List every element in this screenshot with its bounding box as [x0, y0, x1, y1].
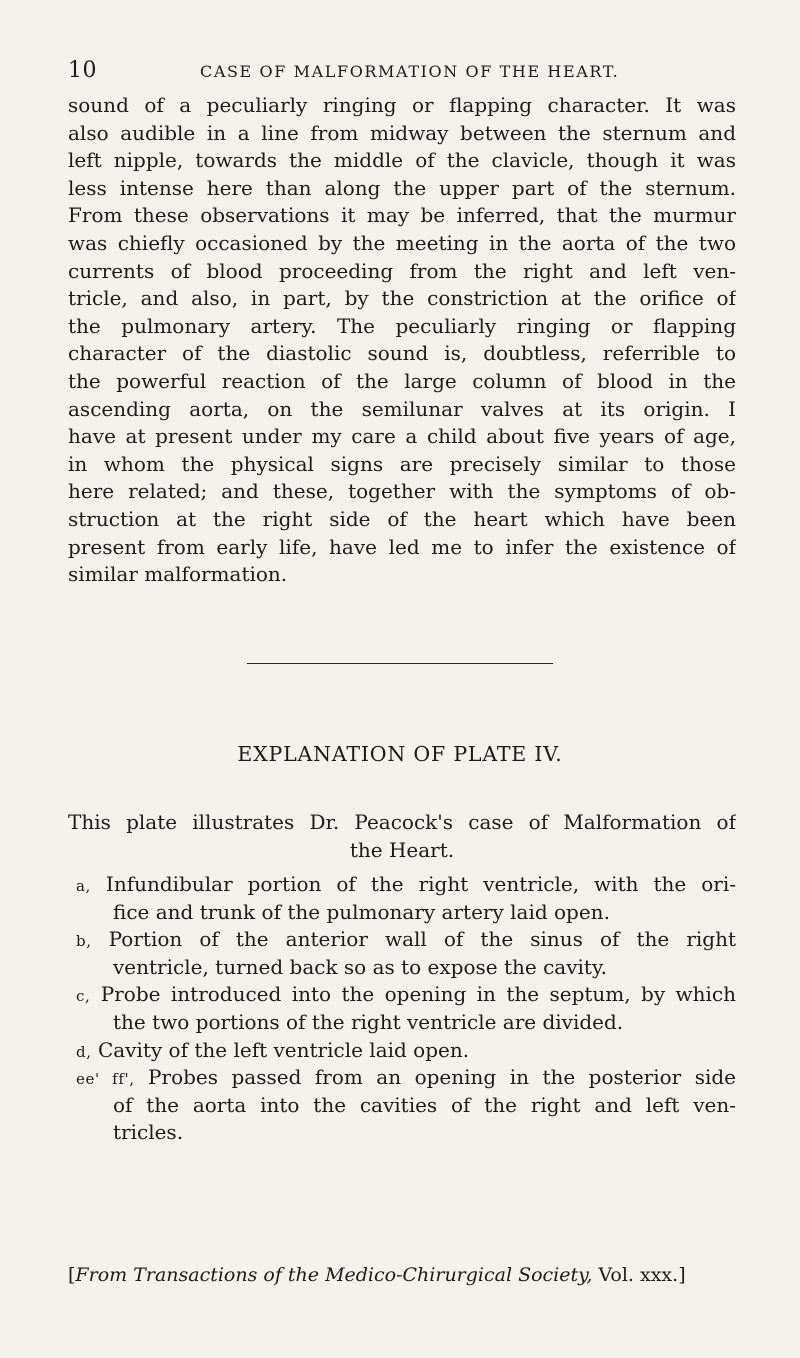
section-divider — [247, 663, 553, 664]
legend-text: Portion of the anterior wall of the sinus of the right — [108, 927, 736, 952]
body-line: was chiefly occasioned by the meeting in the aorta of the two — [68, 230, 736, 255]
legend-text: of the aorta into the cavities of the right and left ven- — [113, 1092, 736, 1117]
legend-entry-d — [76, 1037, 736, 1065]
body-paragraph — [68, 92, 736, 589]
legend-entry-a — [76, 871, 736, 926]
legend-text: Infundibular portion of the right ventricle, with the ori- — [105, 872, 736, 896]
legend-key: a, — [76, 877, 91, 895]
body-line: less intense here than along the upper part of the sternum. — [68, 175, 736, 200]
body-line: have at present under my care a child about five years of age, — [68, 424, 736, 449]
legend-text: ventricle, turned back so as to expose the cavity. — [113, 954, 607, 979]
running-head-title: CASE OF MALFORMATION OF THE HEART. — [200, 62, 620, 81]
body-line: tricle, and also, in part, by the constriction at the orifice of — [68, 286, 736, 311]
legend-key: d, — [76, 1042, 92, 1061]
legend-key: c, — [76, 987, 91, 1006]
body-line: left nipple, towards the middle of the clavicle, though it was — [68, 148, 736, 173]
page-number: 10 — [68, 58, 97, 83]
body-line: From these observations it may be inferred, that the murmur — [68, 203, 736, 228]
body-line: the powerful reaction of the large column of blood in the — [68, 368, 736, 393]
legend-text: Cavity of the left ventricle laid open. — [97, 1037, 470, 1062]
legend-text: Probes passed from an opening in the posterior side — [148, 1065, 736, 1090]
body-line: struction at the right side of the heart which have been — [68, 506, 736, 531]
legend-text: the two portions of the right ventricle are divided. — [113, 1009, 624, 1034]
source-footnote — [68, 1264, 736, 1286]
body-line: also audible in a line from midway between the sternum and — [68, 120, 736, 145]
legend-text: fice and trunk of the pulmonary artery laid open. — [113, 899, 610, 924]
body-line: character of the diastolic sound is, doubtless, referrible to — [68, 341, 736, 366]
legend-entry-c — [76, 981, 736, 1036]
legend-text: Probe introduced into the opening in the septum, by which — [100, 982, 736, 1007]
body-line: the pulmonary artery. The peculiarly ringing or flapping — [68, 313, 736, 338]
plate-intro — [68, 809, 736, 864]
legend-entry-ee-ff — [76, 1064, 736, 1147]
intro-line: the Heart. — [349, 837, 455, 862]
body-line: here related; and these, together with the symptoms of ob- — [68, 479, 736, 504]
legend-key: b, — [76, 932, 92, 951]
footnote-volume: Vol. xxx.] — [592, 1264, 686, 1286]
body-line: currents of blood proceeding from the right and left ven- — [68, 258, 736, 283]
footnote-source: From Transactions of the Medico-Chirurgical Society, — [75, 1264, 593, 1286]
plate-legend — [76, 871, 736, 1147]
running-head — [68, 58, 736, 84]
body-line: in whom the physical signs are precisely similar to those — [68, 451, 736, 476]
legend-entry-b — [76, 926, 736, 981]
body-line: sound of a peculiarly ringing or flapping character. It was — [68, 93, 736, 117]
body-line: ascending aorta, on the semilunar valves at its origin. I — [68, 396, 736, 421]
footnote-bracket: [ — [68, 1264, 76, 1286]
legend-text: tricles. — [113, 1120, 184, 1145]
intro-line: This plate illustrates Dr. Peacock's case of Malformation of — [68, 810, 736, 834]
legend-key: ee' ff', — [76, 1070, 135, 1089]
section-title: EXPLANATION OF PLATE IV. — [237, 742, 563, 766]
body-line: present from early life, have led me to infer the existence of — [68, 534, 736, 559]
body-line: similar malformation. — [68, 562, 288, 587]
